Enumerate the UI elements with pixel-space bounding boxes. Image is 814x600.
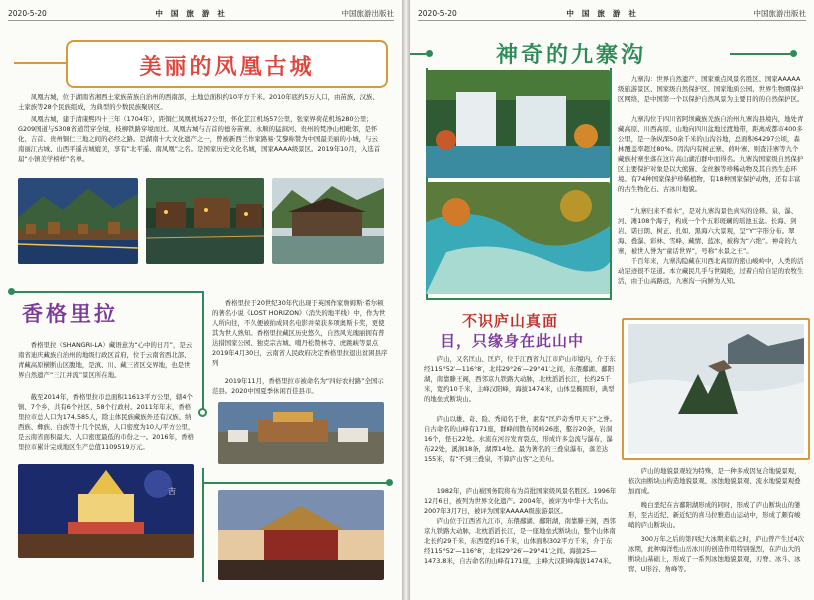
svg-text:吉: 吉	[168, 487, 176, 496]
lushan-geography: 庐山位于江西省九江市，东偎鄱湖、鄱阳湖，南靠滕王阁，西邻京九铁路大动脉，北枕滔滔长江，是一座地垒式断块山，整个山体南北长约29千米，东西宽约16千米，山体面积302平方千米，介于东经115°52′—116°8′，北纬29°26′—29°41′之间。海拔25—1473.8米，自古命名的山峰有171座，主峰大汉阳峰海拔1474米。	[424, 517, 616, 565]
lushan-photo-frame	[622, 318, 810, 460]
shangri-stats: 截至2014年，香格里拉市总面积11613平方公里，辖4个镇、7个乡，共有6个社区、58个行政村。2011年年末，香格里拉市总人口为174,585人，除主体民族藏族外还有汉族、纳西族、彝族、白族等十几个民族，人口密度为10人/平方公里，是云南省面积最大、人口密度最低的市份之一。2016年，香格里拉市累计完成地区生产总值1109519万元。	[18, 393, 195, 451]
shangri-intro: 香格里拉（SHANGRI-LA）藏语意为“心中的日月”，是云南省迪庆藏族自治州的地级行政区首府，位于云南省西北部、青藏高原横断山区腹地，是滇、川、藏三省区交界地，也是世界自然遗产“三江并流”景区所在地。	[18, 341, 193, 379]
lushan-title-line2: 目，只缘身在此山中	[440, 332, 585, 350]
jiuzhai-location: 九寨沟位于四川省阿坝藏族羌族自治州九寨沟县境内，地处青藏高原、川西高原、山地向四川盆地过渡地带，距离成都市400多公里，是一条纵深50余千米的山沟谷地，总面积64297公顷，森林覆盖率超过80%。因沟内有树正寨、荷叶寨、则查洼寨等九个藏族村寨坐落在这片高山湖泊群中而得名。九寨沟国家级自然保护区主要保护对象是以大熊猫、金丝猴等珍稀动物及其自然生态环境。有74种国家保护珍稀植物，有18种国家保护动物，还有丰富的古生物化石、古冰川地貌。	[618, 115, 804, 193]
jiuzhai-intro: 九寨沟：世界自然遗产、国家重点风景名胜区、国家AAAAA级旅游景区、国家级自然保护区、国家地质公园、世界生物圈保护区网络，是中国第一个以保护自然风景为主要目的的自然保护区。	[618, 75, 804, 103]
phoenix-history: 凤凰古城，建于清康熙四十三年（1704年），距铜仁凤凰机场27公里，怀化芷江机场57公里，张家界荷花机场280公里；G209国道与S308省道贯穿全境，枝柳铁路穿境而过。凤凰古城与吉首的德夯苗寨、永顺的猛洞河、贵州的梵净山相毗邻，是怀化、吉首、贵州铜仁三地之间的必经之路。是湖南十大文化遗产之一，曾被新西兰作家路易·艾黎称赞为中国最美丽的小城，与云南丽江古城、山西平遥古城媲美，享有“北平遥、南凤凰”之名。是国家历史文化名城，国家AAAA级景区。2019年10月，入选首届“小镇美学榜样”名单。	[18, 115, 381, 163]
lushan-features: 庐山以雄、奇、险、秀闻名于世，素有“匡庐奇秀甲天下”之誉。自古命名的山峰有171座，群峰间散布冈岭26座，壑谷20条，岩洞16个，怪石22处。水流在河谷发育裂点，形成许多急流与瀑布，瀑布22处，溪涧18条，湖潭14处。最为著名的三叠泉瀑布，落差达155米，有“不到三叠泉，不算庐山客”之美句。	[424, 415, 616, 463]
phoenix-photo-1	[18, 178, 138, 264]
deco-line	[410, 53, 426, 55]
lushan-heritage: 1982年，庐山被国务院将布为首批国家级风景名胜区。1996年12月6日，被列为世界文化遗产。2004年，被评为中华十大名山。2007年3月7日，被评为国家AAAAA级旅游景区。	[424, 487, 617, 515]
lushan-intro: 庐山，又名匡山、匡庐，位于江西省九江市庐山市境内，介于东经115°52′—116°8′，北纬29°26′—29°41′之间，东偎鄱湖、鄱阳湖，南靠滕王阁，西邻京九铁路大动脉，北枕滔滔长江，长约25千米，宽约10千米，主峰汉阳峰，海拔1474米，山体呈椭圆形，典型的地垒式断块山。	[424, 355, 616, 403]
phoenix-photo-2	[146, 178, 264, 264]
right-publisher: 中国旅游出版社	[753, 8, 806, 18]
deco-line	[202, 482, 390, 484]
left-date: 2020-5-20	[8, 8, 47, 18]
deco-line	[730, 53, 790, 55]
deco-line	[610, 68, 612, 300]
deco-dot	[426, 50, 433, 57]
lushan-cretaceous: 晚白垩纪在古鄱阳湖形成的同时，形成了庐山断块山的雏形，至古近纪、新近纪的喜马拉雅造山运动中，形成了颇有峻峭的庐山断块山。	[628, 501, 801, 529]
right-page-header	[418, 6, 806, 21]
lushan-title-line1: 不识庐山真面	[462, 312, 559, 330]
shangri-photo-temple	[218, 490, 384, 580]
shangri-title: 香格里拉	[22, 302, 118, 326]
deco-line	[202, 468, 204, 582]
deco-dot	[198, 408, 207, 417]
phoenix-photo-3	[272, 178, 384, 264]
deco-line	[14, 62, 66, 64]
jiuzhai-photo-lake	[426, 182, 610, 294]
phoenix-title: 美丽的凤凰古城	[139, 55, 315, 80]
book-spine	[402, 0, 410, 600]
shangri-photo-stupa	[18, 464, 194, 558]
left-page	[0, 0, 402, 600]
shangri-award: 2019年11月，香格里拉市被命名为“四好农村路”全国示范县。2020中国夏季休闲百佳县市。	[212, 377, 384, 395]
left-page-header	[8, 6, 394, 21]
jiuzhai-title: 神奇的九寨沟	[496, 43, 647, 68]
left-magazine-name: 中国旅游社	[155, 8, 233, 18]
shangri-novel: 香格里拉于20世纪30年代出现于英国作家詹姆斯·希尔顿的著名小说《LOST HORIZON》（消失的地平线）中，作为世人所向往，不久便被拍成同名电影并荣获多项奥斯卡奖，更使其为世人熟知。香格里拉藏区历史悠久，自然风光瑰丽拥有普达措国家公园、独克宗古城、噶丹松赞林寺、虎跳峡等景点2019年4月30日，云南省人民政府决定香格里拉退出贫困县序列	[212, 299, 388, 367]
jiuzhai-photo-waterfall	[426, 70, 610, 178]
shangri-photo-monastery	[218, 402, 384, 464]
phoenix-intro: 凤凰古城，位于湖南省湘西土家族苗族自治州的西南部，土地总面积约10平方千米。2010年底约5万人口，由苗族、汉族、土家族等28个民族组成，为典型的少数民族聚居区。	[18, 93, 379, 111]
jiuzhai-history: 千百年来，九寨沟隐藏在川西北高原的密山峻岭中，人类的活动足迹很不足道。本立藏民几乎与世隔绝，过着自给自足的农牧生活，由于山高路远，九寨沟一向鲜为人知。	[618, 257, 804, 285]
right-magazine-name: 中国旅游社	[566, 8, 644, 18]
deco-line	[202, 291, 204, 411]
lushan-landform: 庐山的地貌景观较为特殊，是一种多成因复合地貌景观，依次由断块山构造地貌景观、冰蚀地貌景观、流水地貌景观叠加而成。	[628, 467, 801, 495]
right-date: 2020-5-20	[418, 8, 457, 18]
lushan-photo	[628, 324, 804, 454]
jiuzhai-scenery: “九寨归来不看水”，是对九寨沟景色真实的诠释。泉、瀑、河、滩108个海子，构成一个个五彩斑斓的瑶池玉盆。长海、剑岩、诺日朗、树正、扎如、黑海六大景观，呈“Y”字形分布。翠海、叠瀑、彩林、雪峰、藏情、蓝冰，被称为“六绝”。神奇的九寨，被世人誉为“童话世界”，号称“水景之王”。	[618, 207, 798, 255]
deco-line	[426, 298, 612, 300]
right-page	[410, 0, 814, 600]
deco-line	[14, 291, 202, 293]
left-publisher: 中国旅游出版社	[341, 8, 394, 18]
phoenix-title-box	[66, 40, 388, 88]
deco-dot	[386, 479, 393, 486]
lushan-ice-age: 300万年之后的第四纪大冰期来临之时，庐山曾产生过4次冰期，此种海洋性山岳冰川的创造作用特别强烈，在庐山大的断块山基础上，形成了一系列冰蚀地貌景观，刃脊、冰斗、冰窖、U形谷、角峰等。	[628, 535, 805, 573]
deco-dot	[790, 50, 797, 57]
